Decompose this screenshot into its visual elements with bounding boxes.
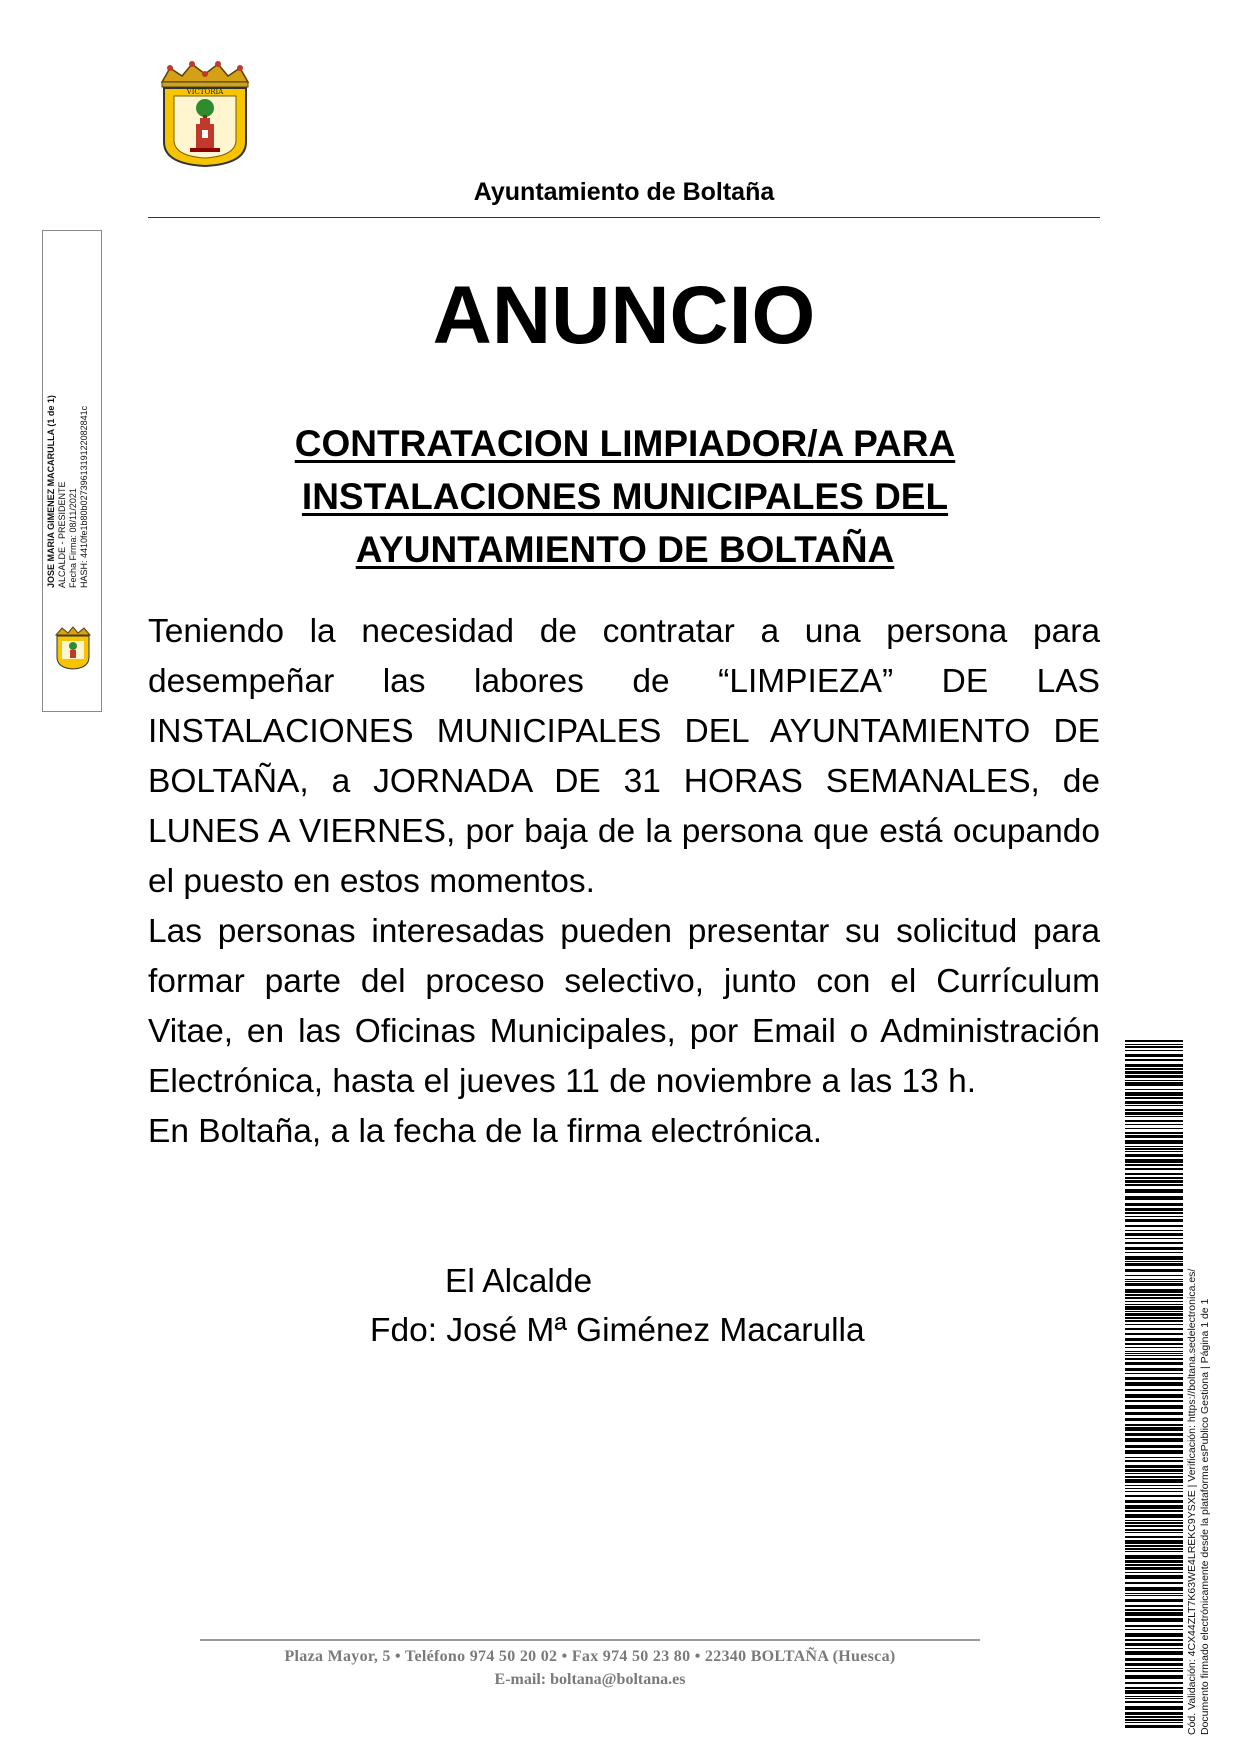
barcode-bar [1125,1338,1183,1341]
barcode-bar [1125,1080,1183,1081]
barcode-bar [1125,1555,1183,1559]
barcode-bar [1125,1124,1183,1125]
barcode-bar [1125,1140,1183,1144]
barcode-bar [1125,1582,1183,1584]
barcode-bar [1125,1510,1183,1512]
barcode-bar [1125,1219,1183,1222]
barcode-bar [1125,1433,1183,1436]
barcode-bar [1125,1353,1183,1354]
barcode-bar [1125,1564,1183,1566]
barcode-bar [1125,1476,1183,1478]
barcode-bar [1125,1719,1183,1721]
barcode-bar [1125,1294,1183,1296]
signer-role: El Alcalde [445,1263,593,1300]
barcode-bar [1125,1377,1183,1380]
barcode-bar [1125,1154,1183,1157]
barcode-bar [1125,1587,1183,1591]
barcode-bar [1125,1313,1183,1316]
barcode-bar [1125,1075,1183,1078]
barcode-bar [1125,1283,1183,1286]
barcode-bar [1125,1663,1183,1666]
barcode-bar [1125,1092,1183,1096]
barcode-bar [1125,1545,1183,1547]
municipal-seal-icon [50,625,96,671]
barcode-bar [1125,1164,1183,1166]
barcode-bar [1125,1548,1183,1550]
footer-email: E-mail: boltana@boltana.es [494,1671,686,1688]
barcode-bar [1125,1196,1183,1200]
barcode-bar [1125,1269,1183,1272]
barcode-bar [1125,1328,1183,1330]
barcode-bar [1125,1551,1183,1552]
barcode-bar [1125,1389,1183,1391]
barcode-bar [1125,1488,1183,1489]
barcode-bar [1125,1648,1183,1649]
barcode-bar [1125,1132,1183,1134]
barcode-bar [1125,1216,1183,1217]
barcode-bar [1125,1373,1183,1374]
barcode-bar [1125,1605,1183,1607]
barcode-bar [1125,1355,1183,1356]
document-subject: CONTRATACION LIMPIADOR/A PARA INSTALACIONES MUNICIPALES DEL AYUNTAMIENTO DE BOLTAÑA [294,423,956,570]
barcode-bar [1125,1256,1183,1260]
barcode-bar [1125,1690,1183,1694]
barcode-bar [1125,1071,1183,1074]
barcode-bar [1125,1400,1183,1402]
signature-stamp-text [46,368,90,588]
barcode-bar [1125,1304,1183,1305]
barcode-bar [1125,1135,1183,1138]
barcode-bar [1125,1089,1183,1090]
barcode-bar [1125,1128,1183,1129]
barcode-bar [1125,1450,1183,1454]
barcode-bar [1125,1698,1183,1699]
barcode-bar [1125,1233,1183,1236]
barcode-bar [1125,1706,1183,1710]
barcode-bar [1125,1412,1183,1415]
barcode-bar [1125,1317,1183,1319]
barcode-bar [1125,1625,1183,1627]
header-divider [148,217,1100,218]
municipal-coat-of-arms-icon [150,60,260,170]
barcode-bar [1125,1567,1183,1570]
barcode-bar [1125,1696,1183,1697]
barcode-bar [1125,1722,1183,1723]
signer-position: ALCALDE - PRESIDENTE [57,481,67,588]
barcode-bar [1125,1532,1183,1533]
barcode-bar [1125,1261,1183,1262]
barcode-bar [1125,1343,1183,1345]
barcode-bar [1125,1701,1183,1703]
barcode-bar [1125,1725,1183,1728]
barcode-bar [1125,1148,1183,1150]
barcode-bar [1125,1485,1183,1486]
barcode-bar [1125,1046,1183,1048]
barcode-bar [1125,1460,1183,1462]
barcode-bar [1125,1675,1183,1679]
barcode-bar [1125,1252,1183,1253]
barcode-bar [1125,1560,1183,1563]
barcode-bar [1125,1040,1183,1042]
barcode-bar [1125,1311,1183,1312]
barcode-bar [1125,1054,1183,1057]
barcode-bar [1125,1064,1183,1067]
barcode-bar [1125,1301,1183,1302]
barcode-bar [1125,1658,1183,1661]
barcode-bar [1125,1536,1183,1538]
barcode-bar [1125,1491,1183,1492]
verification-text [1186,1015,1212,1735]
barcode-bar [1125,1347,1183,1348]
barcode-bar [1125,1609,1183,1611]
barcode-bar [1125,1575,1183,1579]
barcode-bar [1125,1225,1183,1227]
barcode-bar [1125,1180,1183,1183]
barcode-bar [1125,1529,1183,1531]
barcode-bar [1125,1438,1183,1442]
barcode-bar [1125,1275,1183,1276]
barcode-bar [1125,1105,1183,1106]
signer-line: JOSE MARIA GIMENEZ MACARULLA (1 de 1) [46,395,56,588]
barcode-bar [1125,1281,1183,1282]
barcode-bar [1125,1189,1183,1193]
barcode-bar [1125,1120,1183,1122]
barcode-bar [1125,1593,1183,1594]
barcode-bar [1125,1351,1183,1352]
barcode-bar [1125,1599,1183,1602]
barcode-bar [1125,1682,1183,1684]
barcode-bar [1125,1457,1183,1458]
document-title: ANUNCIO [432,270,816,361]
barcode-bar [1125,1522,1183,1524]
barcode-bar [1125,1618,1183,1622]
organization-name: Ayuntamiento de Boltaña [473,178,775,206]
barcode-bar [1125,1687,1183,1689]
signature-date: Fecha Firma: 08/11/2021 [68,488,78,588]
barcode-bar [1125,1177,1183,1179]
footer-address: Plaza Mayor, 5 • Teléfono 974 50 20 02 • Fax 974 50 23 80 • 22340 BOLTAÑA (Huesca) [284,1648,896,1665]
verification-code: Cód. Validación: 4CX44ZLT7K63WE4LREKC9YSXE | Verificación: https://boltana.sedelectronica.es/ [1186,1268,1198,1735]
barcode-bar [1125,1242,1183,1244]
barcode-bar [1125,1097,1183,1099]
barcode-bar [1125,1289,1183,1293]
barcode-bar [1125,1382,1183,1386]
barcode-bar [1125,1500,1183,1503]
barcode-bar [1125,1068,1183,1070]
barcode-bar [1125,1101,1183,1104]
barcode-bar [1125,1633,1183,1637]
barcode-bar [1125,1297,1183,1299]
barcode-bar [1125,1427,1183,1431]
barcode-bar [1125,1230,1183,1231]
barcode-bar [1125,1712,1183,1715]
barcode-bar [1125,1479,1183,1483]
signer-name: Fdo: José Mª Giménez Macarulla [370,1312,865,1349]
barcode-bar [1125,1306,1183,1310]
barcode-bar [1125,1495,1183,1497]
barcode-bar [1125,1418,1183,1421]
barcode-bar [1125,1044,1183,1045]
barcode-bar [1125,1208,1183,1211]
barcode-bar [1125,1525,1183,1527]
barcode-bar [1125,1473,1183,1474]
barcode-bar [1125,1146,1183,1147]
barcode-bar [1125,1151,1183,1152]
barcode-bar [1125,1520,1183,1521]
barcode-bar [1125,1716,1183,1718]
barcode-bar [1125,1540,1183,1544]
barcode-bar [1125,1595,1183,1596]
document-body [148,607,1100,1157]
barcode-bar [1125,1109,1183,1111]
barcode-bar [1125,1279,1183,1280]
barcode-bar [1125,1445,1183,1448]
barcode-bar [1125,1469,1183,1472]
barcode-bar [1125,1184,1183,1186]
barcode-bar [1125,1668,1183,1669]
barcode-bar [1125,1514,1183,1518]
barcode-bar [1125,1643,1183,1646]
barcode-bar [1125,1333,1183,1335]
barcode-bar [1125,1629,1183,1630]
barcode-bar [1125,1405,1183,1409]
barcode-bar [1125,1362,1183,1365]
signature-hash: HASH: 4410fe1b80b0273961319122082841c [79,405,89,588]
barcode-bar [1125,1050,1183,1051]
footer-divider [200,1639,980,1641]
barcode-bar [1125,1572,1183,1573]
barcode-bar [1125,1112,1183,1115]
body-paragraph: Las personas interesadas pueden presentar su solicitud para formar parte del proceso selectivo, junto con el Currículum Vitae, en las Oficinas Municipales, por Email o Administración Electrónica, hasta el jueves 11 de noviembre a las 13 h. [148,913,1100,1100]
svg-text:VICTORIA: VICTORIA [186,88,224,96]
barcode-bar [1125,1320,1183,1322]
barcode-bar [1125,1324,1183,1325]
barcode-bar [1125,1159,1183,1163]
barcode-bar [1125,1358,1183,1360]
barcode-bar [1125,1247,1183,1250]
barcode-bar [1125,1238,1183,1239]
barcode-bar [1125,1465,1183,1468]
barcode-bar [1125,1168,1183,1170]
barcode-bar [1125,1639,1183,1641]
barcode-bar [1125,1116,1183,1117]
barcode-bar [1125,1394,1183,1398]
body-paragraph: Teniendo la necesidad de contratar a una persona para desempeñar las labores de “LIMPIEZA” DE LAS INSTALACIONES MUNICIPALES DEL AYUNTAMIENTO DE BOLTAÑA, a JORNADA DE 31 HORAS SEMANALES, de LUNES A VIERNES, por baja de la persona que está ocupando el puesto en estos momentos. [148,613,1100,900]
barcode-bar [1125,1670,1183,1672]
verification-platform: Documento firmado electrónicamente desde la plataforma esPublico Gestiona | Página 1 de 1 [1199,1298,1211,1735]
barcode-bar [1125,1059,1183,1061]
validation-barcode-icon [1125,1040,1183,1730]
barcode-bar [1125,1612,1183,1616]
barcode-bar [1125,1368,1183,1371]
barcode-bar [1125,1651,1183,1655]
barcode-bar [1125,1082,1183,1086]
body-paragraph: En Boltaña, a la fecha de la firma electrónica. [148,1113,823,1150]
barcode-bar [1125,1212,1183,1214]
barcode-bar [1125,1263,1183,1266]
barcode-bar [1125,1424,1183,1426]
barcode-bar [1125,1173,1183,1175]
barcode-bar [1125,1505,1183,1509]
barcode-bar [1125,1203,1183,1206]
